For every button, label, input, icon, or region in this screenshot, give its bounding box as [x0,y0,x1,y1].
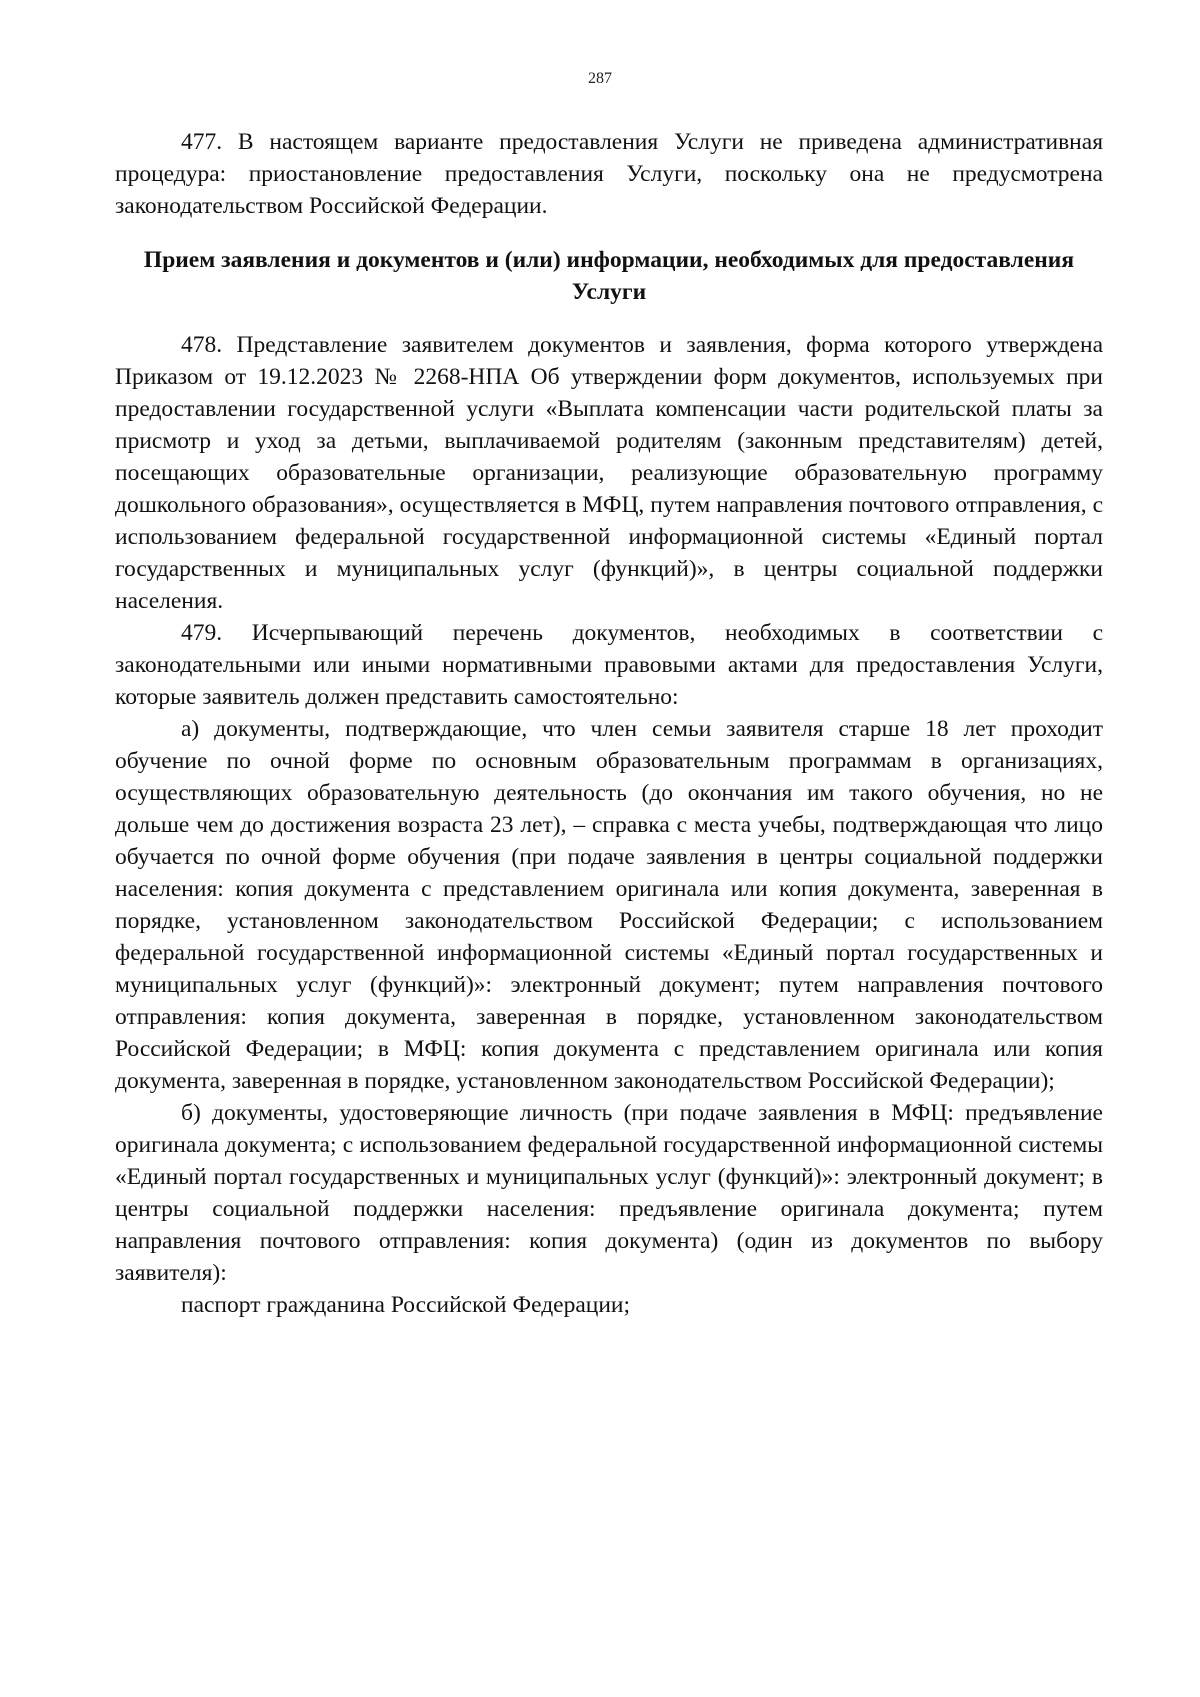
page-number: 287 [588,70,612,87]
passport-item: паспорт гражданина Российской Федерации; [181,1292,631,1318]
list-item-a: а) документы, подтверждающие, что член семьи заявителя старше 18 лет проходит обучение по очной форме по основным образовательным программам в организациях, осуществляющих образовательную деятельность (до окончания им такого обучения, но не дольше чем до достижения возраста 23 лет), – справка с места учебы, подтверждающая что лицо обучается по очной форме обучения (при подаче заявления в центры социальной поддержки населения: копия документа с представлением оригинала или копия документа, заверенная в порядке, установленном законодательством Российской Федерации; с использованием федеральной государственной информационной системы «Единый портал государственных и муниципальных услуг (функций)»: электронный документ; путем направления почтового отправления: копия документа, заверенная в порядке, установленном законодательством Российской Федерации; в МФЦ: копия документа с представлением оригинала или копия документа, заверенная в порядке, установленном законодательством Российской Федерации); [115,716,1103,1094]
paragraph-478: 478. Представление заявителем документов и заявления, форма которого утверждена Приказом от 19.12.2023 № 2268-НПА Об утверждении форм документов, используемых при предоставлении государственной услуги «Выплата компенсации части родительской платы за присмотр и уход за детьми, выплачиваемой родителям (законным представителям) детей, посещающих образовательные организации, реализующие образовательную программу дошкольного образования», осуществляется в МФЦ, путем направления почтового отправления, с использованием федеральной государственной информационной системы «Единый портал государственных и муниципальных услуг (функций)», в центры социальной поддержки населения. [115,332,1103,614]
paragraph-479: 479. Исчерпывающий перечень документов, необходимых в соответствии с законодательными или иными нормативными правовыми актами для предоставления Услуги, которые заявитель должен представить самостоятельно: [115,620,1103,710]
paragraph-477: 477. В настоящем варианте предоставления Услуги не приведена административная процедура: приостановление предоставления Услуги, поскольку она не предусмотрена законодательством Российской Федерации. [115,129,1103,219]
document-body [115,126,1103,1321]
section-title: Прием заявления и документов и (или) информации, необходимых для предоставления Услуги [143,247,1075,305]
list-item-b: б) документы, удостоверяющие личность (при подаче заявления в МФЦ: предъявление оригинала документа; с использованием федеральной государственной информационной системы «Единый портал государственных и муниципальных услуг (функций)»: электронный документ; в центры социальной поддержки населения: предъявление оригинала документа; путем направления почтового отправления: копия документа) (один из документов по выбору заявителя): [115,1100,1103,1286]
